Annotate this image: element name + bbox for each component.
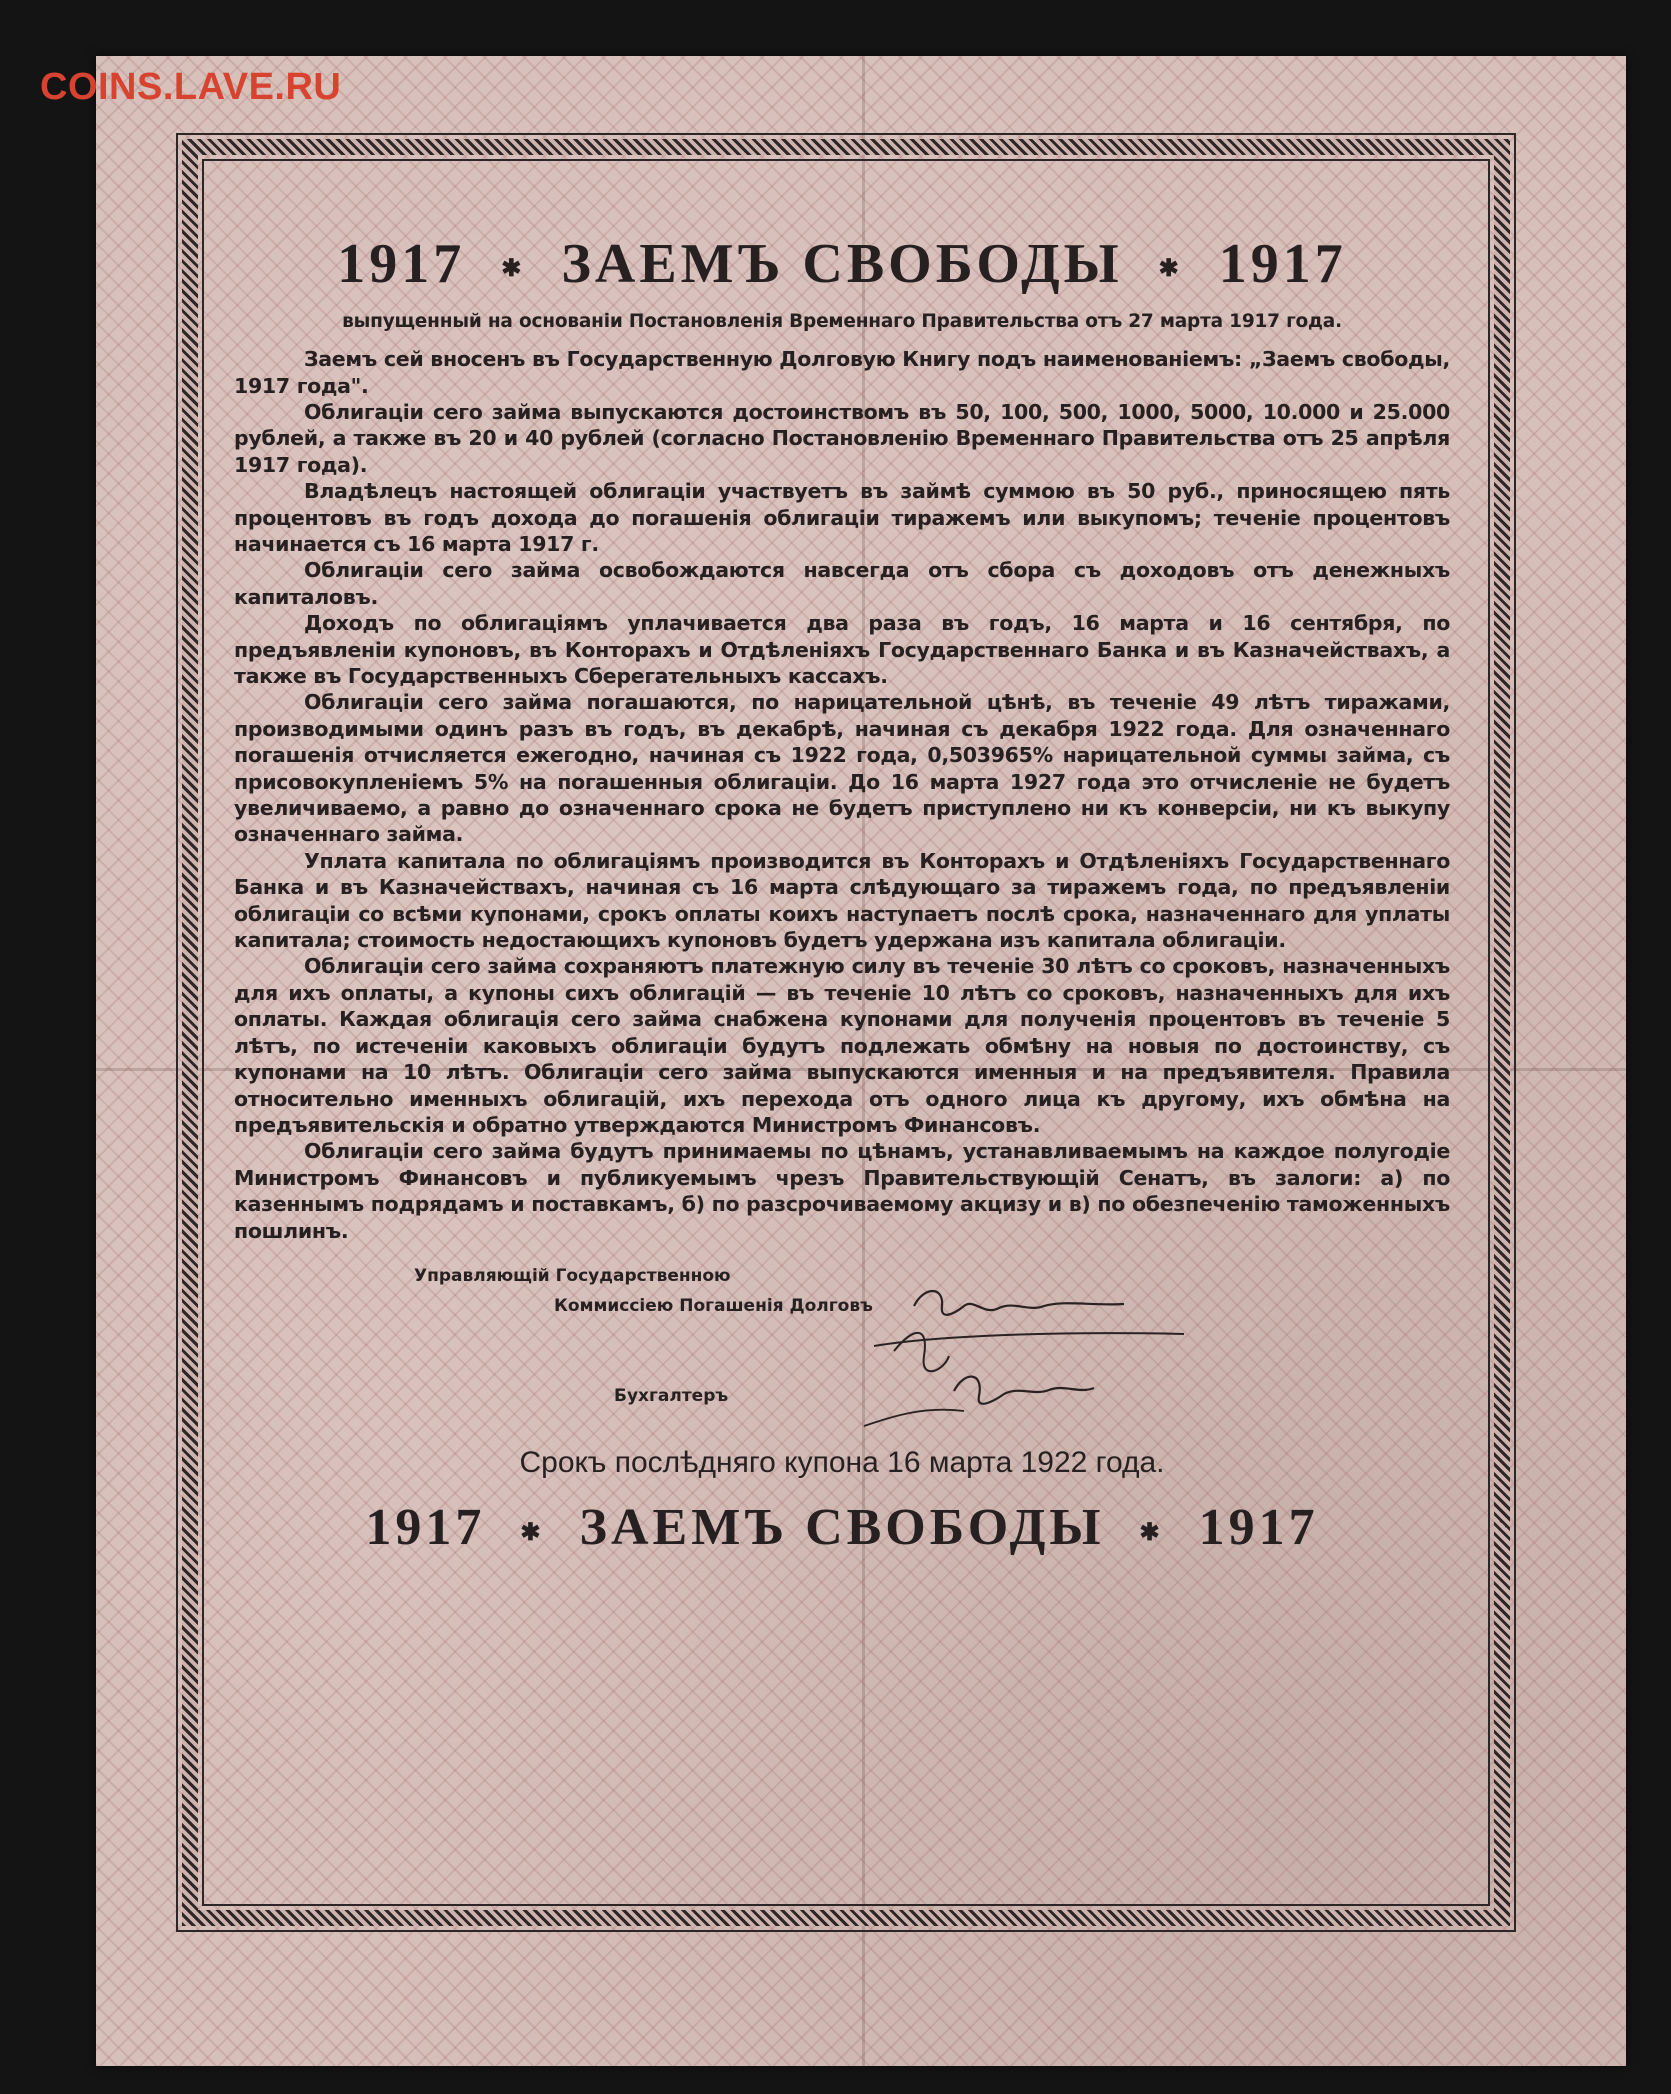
star-ornament-icon: ✱	[1139, 1519, 1164, 1546]
paragraph: Уплата капитала по облигаціямъ производится въ Конторахъ и Отдѣленіяхъ Государственнаго Банка и въ Казначействахъ, начиная съ 16 марта слѣдующаго за тиражемъ года, по предъявленіи облигаціи со всѣми купонами, срокъ оплаты коихъ наступаетъ послѣ срока, назначеннаго для уплаты капитала; стоимость недостающихъ купоновъ будетъ удержана изъ капитала облигаціи.	[234, 848, 1450, 953]
star-ornament-icon: ✱	[501, 256, 526, 283]
star-ornament-icon: ✱	[1158, 256, 1183, 283]
bond-content	[234, 154, 1450, 1557]
paragraph: Облигаціи сего займа выпускаются достоинствомъ въ 50, 100, 500, 1000, 5000, 10.000 и 25.000 рублей, а также въ 20 и 40 рублей (согласно Постановленію Временнаго Правительства отъ 25 апрѣля 1917 года).	[234, 399, 1450, 477]
accountant-title: Бухгалтеръ	[614, 1385, 729, 1406]
paragraph: Облигаціи сего займа погашаются, по нарицательной цѣнѣ, въ теченіе 49 лѣтъ тиражами, производимыми одинъ разъ въ годъ, въ декабрѣ, начиная съ декабря 1922 года. Для означеннаго погашенія отчисляется ежегодно, начиная съ 1922 года, 0,503965% нарицательной суммы займа, съ присовокупленіемъ 5% на погашенныя облигаціи. До 16 марта 1927 года это отчисленіе не будетъ увеличиваемо, а равно до означеннаго срока не будетъ приступлено ни къ конверсіи, ни къ выкупу означеннаго займа.	[234, 690, 1450, 847]
header-title	[234, 232, 1450, 301]
paragraph: Облигаціи сего займа будутъ принимаемы по цѣнамъ, устанавливаемымъ на каждое полугодіе Министромъ Финансовъ и публикуемымъ чрезъ Правительствующій Сенатъ, въ залоги: а) по казеннымъ подрядамъ и поставкамъ, б) по разсрочиваемому акцизу и в) по обезпеченію таможенныхъ пошлинъ.	[234, 1139, 1450, 1243]
terms-text	[234, 346, 1450, 1244]
last-coupon-date: Срокъ послѣдняго купона 16 марта 1922 года.	[519, 1445, 1165, 1479]
header-year-left: 1917	[337, 233, 466, 295]
footer-year-left: 1917	[365, 1498, 486, 1556]
footer-year-right: 1917	[1198, 1498, 1319, 1556]
star-ornament-icon: ✱	[520, 1519, 545, 1546]
paragraph: Доходъ по облигаціямъ уплачивается два раза въ годъ, 16 марта и 16 сентября, по предъявленіи купоновъ, въ Конторахъ и Отдѣленіяхъ Государственнаго Банка и въ Казначействахъ, а также въ Государственныхъ Сберегательныхъ кассахъ.	[234, 611, 1450, 689]
footer-title	[234, 1498, 1450, 1557]
paragraph: Владѣлецъ настоящей облигаціи участвуетъ въ займѣ суммою въ 50 руб., приносящею пять процентовъ въ годъ дохода до погашенія облигаціи тиражемъ или выкупомъ; теченіе процентовъ начинается съ 16 марта 1917 г.	[234, 479, 1450, 556]
handwritten-signatures	[854, 1276, 1194, 1436]
header-loan-name: ЗАЕМЪ СВОБОДЫ	[561, 233, 1123, 295]
watermark: COINS.LAVE.RU	[40, 66, 342, 108]
paragraph: Облигаціи сего займа освобождаются навсегда отъ сбора съ доходовъ отъ денежныхъ капиталовъ.	[234, 558, 1450, 609]
footer-loan-name: ЗАЕМЪ СВОБОДЫ	[579, 1498, 1105, 1556]
manager-title-line1: Управляющій Государственною	[414, 1265, 731, 1286]
signature-block	[234, 1266, 1450, 1436]
manager-title-line2: Коммиссіею Погашенія Долговъ	[554, 1295, 873, 1316]
header-subtitle: выпущенный на основаніи Постановленія Временнаго Правительства отъ 27 марта 1917 года.	[342, 311, 1342, 333]
header-year-right: 1917	[1218, 233, 1347, 295]
bond-document	[96, 56, 1626, 2066]
paragraph: Облигаціи сего займа сохраняютъ платежную силу въ теченіе 30 лѣтъ со сроковъ, назначенныхъ для ихъ оплаты, а купоны сихъ облигацій — въ теченіе 10 лѣтъ со сроковъ, назначенныхъ для ихъ оплаты. Каждая облигація сего займа снабжена купонами для полученія процентовъ въ теченіе 5 лѣтъ, по истеченіи каковыхъ облигаціи будутъ подлежать обмѣну на новыя по достоинству, съ купонами на 10 лѣтъ. Облигаціи сего займа выпускаются именныя и на предъявителя. Правила относительно именныхъ облигацій, ихъ перехода отъ одного лица къ другому, ихъ обмѣна на предъявительскія и обратно утверждаются Министромъ Финансовъ.	[234, 954, 1450, 1137]
paragraph: Заемъ сей вносенъ въ Государственную Долговую Книгу подъ наименованіемъ: „Заемъ свободы, 1917 года".	[234, 347, 1450, 398]
